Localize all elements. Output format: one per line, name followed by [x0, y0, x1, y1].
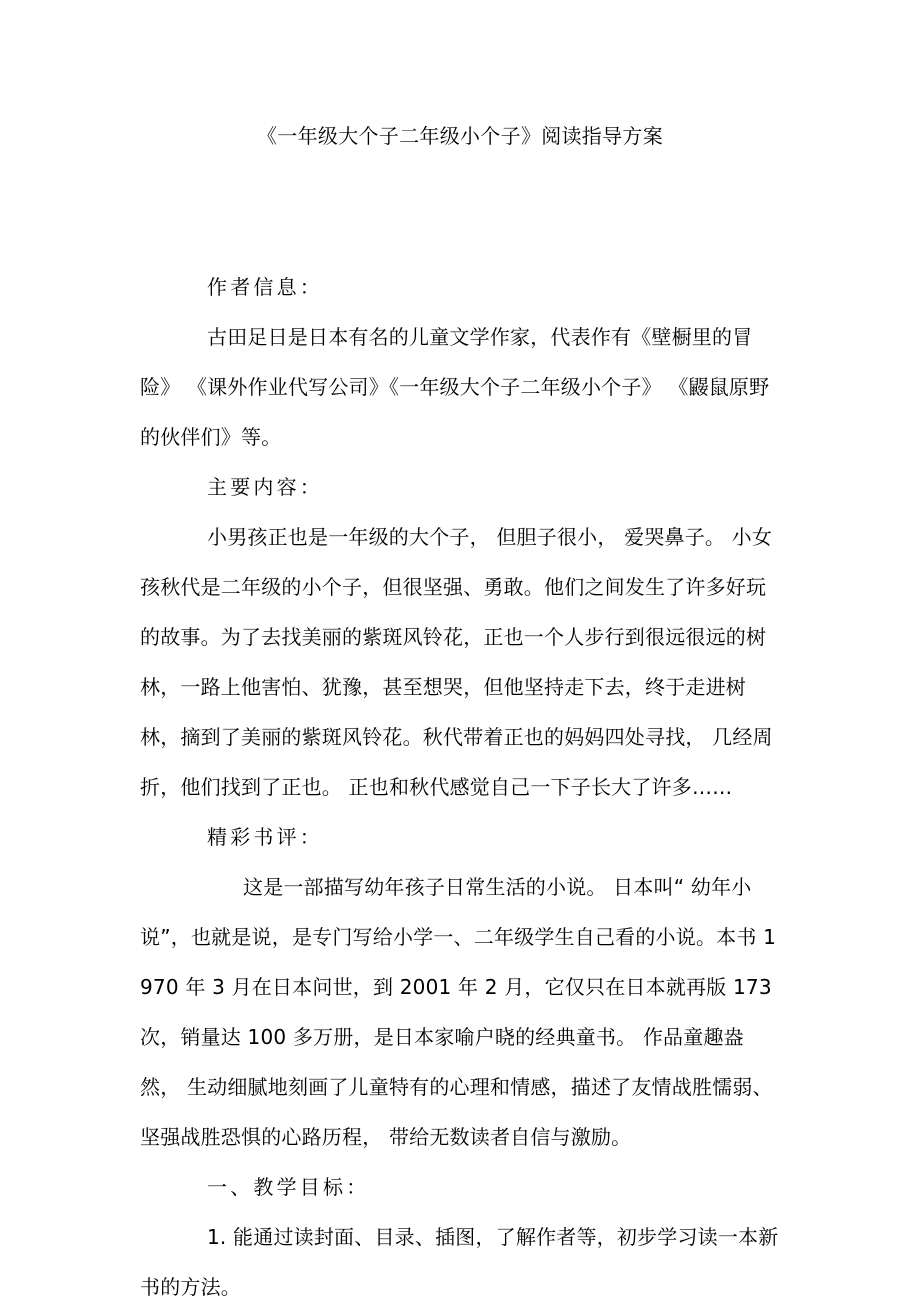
main-content-heading: 主要内容： — [207, 475, 323, 499]
page-title: 《一年级大个子二年级小个子》阅读指导方案 — [257, 124, 663, 148]
author-info-paragraph: 古田足日是日本有名的儿童文学作家，代表作有《壁橱里的冒险》 《课外作业代写公司》《一年级大个子二年级小个子》 《鼹鼠原野的伙伴们》等。 — [140, 325, 770, 449]
main-content-paragraph: 小男孩正也是一年级的大个子， 但胆子很小， 爱哭鼻子。 小女孩秋代是二年级的小个子，但很坚强、勇敢。他们之间发生了许多好玩的故事。为了去找美丽的紫斑风铃花，正也一个人步行到很远很远的树林，一路上他害怕、犹豫，甚至想哭，但他坚持走下去，终于走进树林，摘到了美丽的紫斑风铃花。秋代带着正也的妈妈四处寻找， 几经周折，他们找到了正也。 正也和秋代感觉自己一下子长大了许多…… — [140, 525, 773, 799]
book-review-heading: 精彩书评： — [207, 825, 323, 849]
document-body — [140, 0, 780, 1303]
teaching-goals-heading: 一、教学目标： — [207, 1175, 370, 1199]
teaching-goals-item: 1. 能通过读封面、目录、插图，了解作者等，初步学习读一本新书的方法。 — [140, 1225, 779, 1299]
author-info-heading: 作者信息： — [207, 275, 323, 299]
book-review-paragraph: 这是一部描写幼年孩子日常生活的小说。 日本叫“ 幼年小说”，也就是说，是专门写给小学一、二年级学生自己看的小说。本书 1970 年 3 月在日本问世，到 2001 年 2 月，它仅只在日本就再版 173 次，销量达 100 多万册，是日本家喻户晓的经典童书。 作品童趣盎然， 生动细腻地刻画了儿童特有的心理和情感，描述了友情战胜懦弱、 坚强战胜恐惧的心路历程， 带给无数读者自信与激励。 — [140, 875, 777, 1149]
